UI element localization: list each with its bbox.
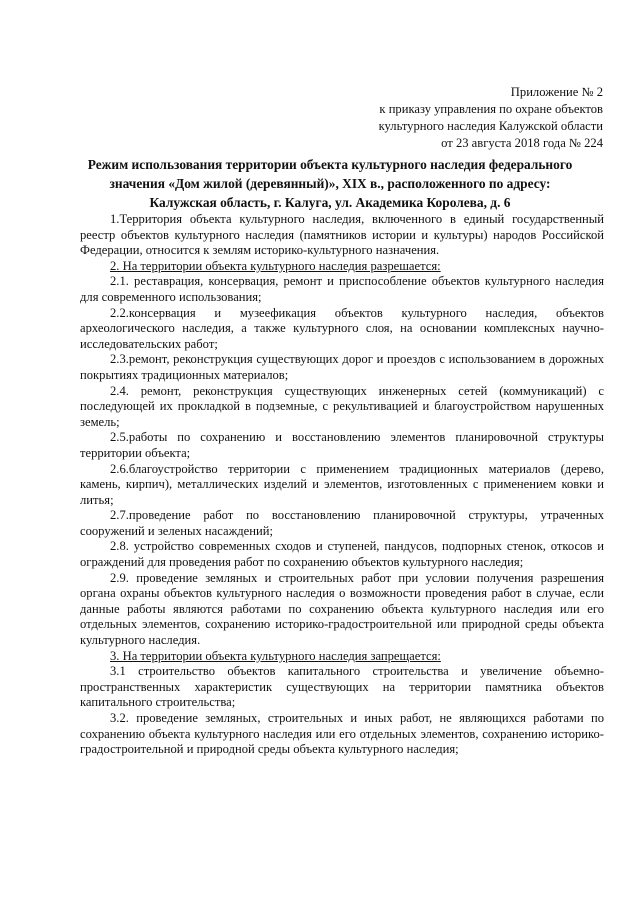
appendix-header (273, 84, 603, 152)
paragraph-2-4: 2.4. ремонт, реконструкция существующих инженерных сетей (коммуникаций) с последующей их прокладкой в подземные, с рекультивацией и благоустройством нарушенных земель; (80, 383, 604, 429)
paragraph-2-2: 2.2.консервация и музеефикация объектов культурного наследия, объектов археологического наследия, а также культурного слоя, на основании комплексных научно-исследовательских работ; (80, 305, 604, 351)
appendix-authority: культурного наследия Калужской области (378, 119, 603, 133)
paragraph-3-1: 3.1 строительство объектов капитального строительства и увеличение объемно-пространственных характеристик существующих на территории памятника объектов капитального строительства; (80, 664, 604, 710)
paragraph-2-6: 2.6.благоустройство территории с применением традиционных материалов (дерево, камень, кирпич), металлических изделий и элементов, изготовленных с применением ковки и литья; (80, 461, 604, 507)
title-line-1: Режим использования территории объекта культурного наследия федерального (87, 157, 573, 172)
section-heading-prohibited: 3. На территории объекта культурного наследия запрещается: (110, 648, 441, 663)
appendix-order-ref: к приказу управления по охране объектов (379, 102, 603, 116)
section-heading-permitted: 2. На территории объекта культурного наследия разрешается: (110, 258, 441, 273)
paragraph-2-5: 2.5.работы по сохранению и восстановлению элементов планировочной структуры территории объекта; (80, 430, 604, 460)
paragraph-1: 1.Территория объекта культурного наследия, включенного в единый государственный реестр объектов культурного наследия (памятников истории и культуры) народов Российской Федерации, относится к землям историко-культурного назначения. (80, 212, 604, 258)
title-line-2: значения «Дом жилой (деревянный)», XIX в., расположенного по адресу: (109, 176, 551, 191)
document-body (80, 212, 604, 758)
title-line-3: Калужская область, г. Калуга, ул. Академика Королева, д. 6 (149, 195, 511, 210)
paragraph-2-8: 2.8. устройство современных сходов и ступеней, пандусов, подпорных стенок, откосов и ограждений для проведения работ по сохранению объектов культурного наследия; (80, 539, 604, 570)
document-title (60, 155, 600, 212)
paragraph-2-7: 2.7.проведение работ по восстановлению планировочной структуры, утраченных сооружений и зеленых насаждений; (80, 508, 604, 538)
appendix-number: Приложение № 2 (510, 85, 603, 99)
paragraph-2-3: 2.3.ремонт, реконструкция существующих дорог и проездов с использованием в дорожных покрытиях традиционных материалов; (80, 352, 604, 382)
paragraph-2-1: 2.1. реставрация, консервация, ремонт и приспособление объектов культурного наследия для современного использования; (80, 274, 604, 304)
appendix-date: от 23 августа 2018 года № 224 (441, 136, 603, 150)
paragraph-2-9: 2.9. проведение земляных и строительных работ при условии получения разрешения органа охраны объектов культурного наследия о возможности проведения работ в случае, если данные работы являются работами по сохранению объекта культурного наследия или его отдельных элементов, сохранению историко-градостроительной или природной среды объекта культурного наследия. (80, 570, 604, 648)
paragraph-3-2: 3.2. проведение земляных, строительных и иных работ, не являющихся работами по сохранению объекта культурного наследия или его отдельных элементов, сохранению историко-градостроительной и природной среды объекта культурного наследия; (80, 711, 604, 757)
